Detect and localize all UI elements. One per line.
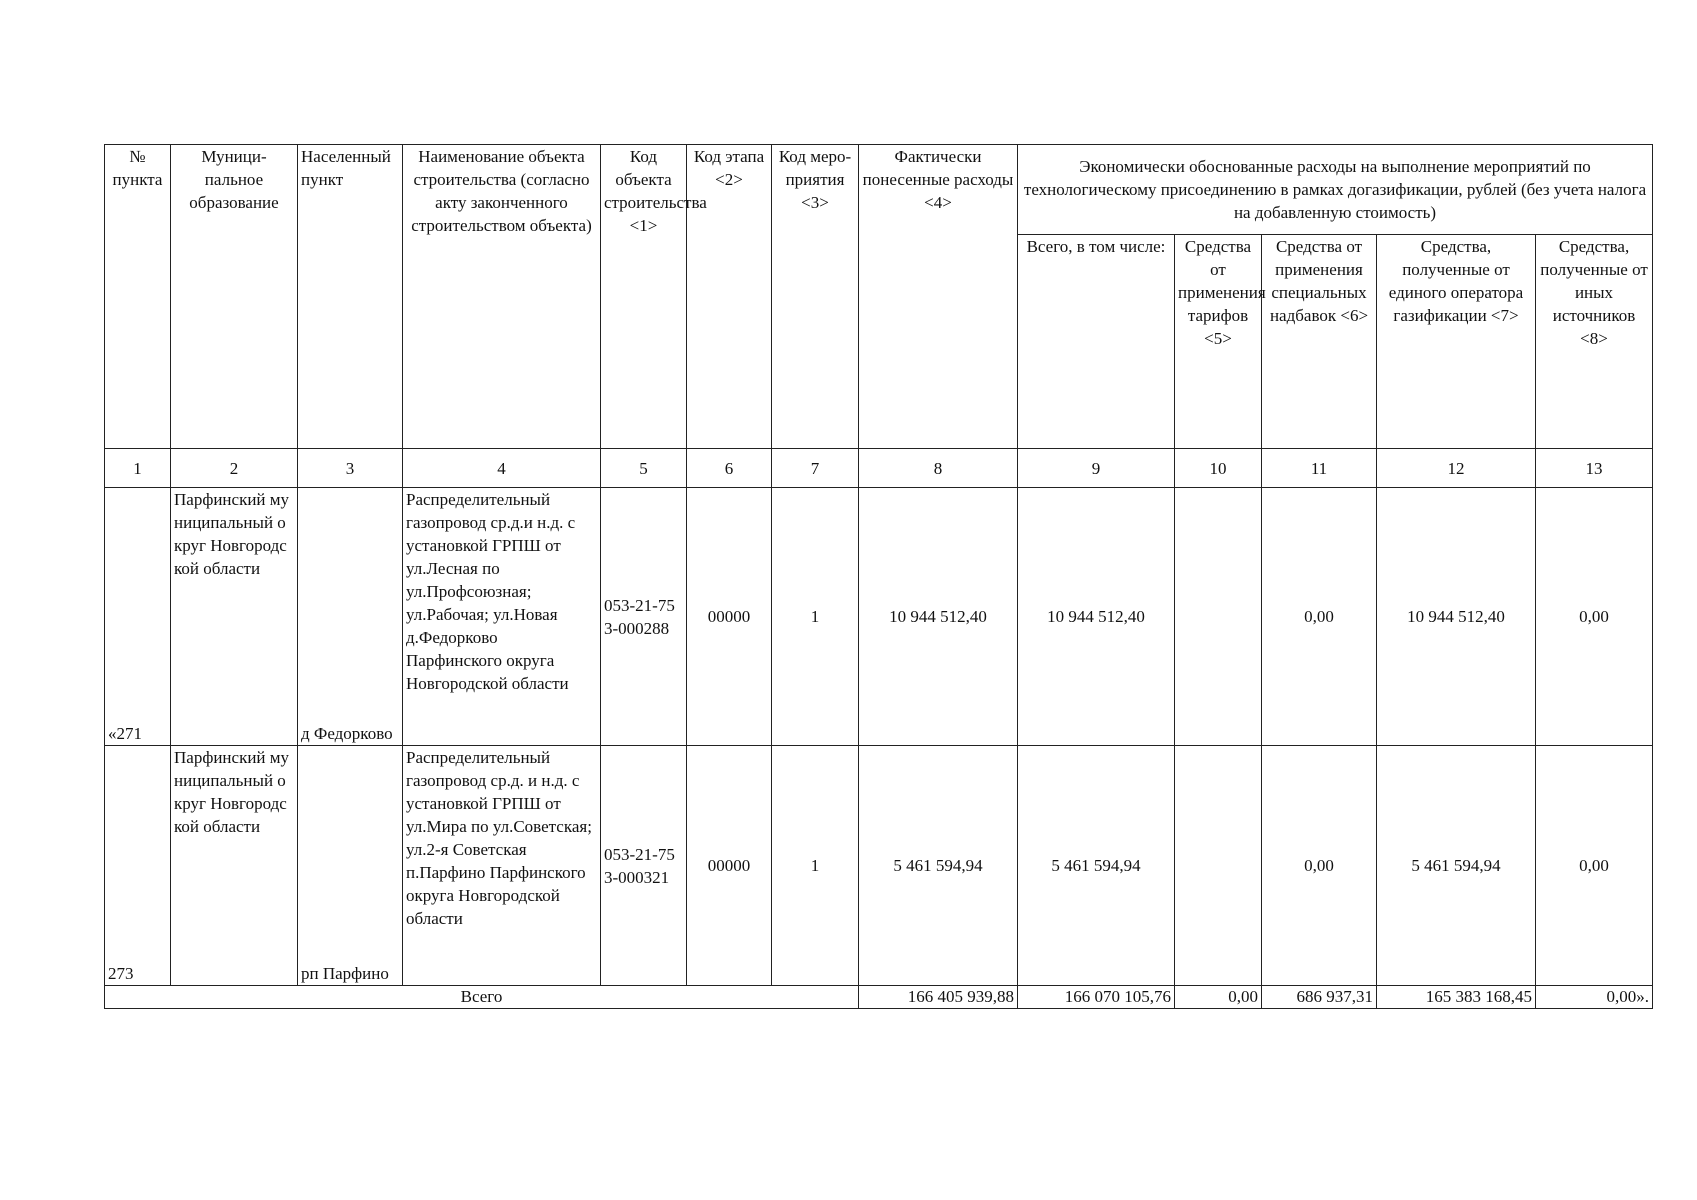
total-cell: 10 944 512,40 bbox=[1018, 488, 1175, 746]
totals-total: 166 070 105,76 bbox=[1018, 986, 1175, 1009]
column-number: 13 bbox=[1536, 449, 1653, 488]
totals-special: 686 937,31 bbox=[1262, 986, 1377, 1009]
stage-code-cell: 00000 bbox=[687, 746, 772, 986]
column-number: 11 bbox=[1262, 449, 1377, 488]
event-code-cell: 1 bbox=[772, 746, 859, 986]
tariffs-cell bbox=[1175, 746, 1262, 986]
header-event-code: Код меро-приятия <3> bbox=[772, 145, 859, 449]
total-cell: 5 461 594,94 bbox=[1018, 746, 1175, 986]
column-number: 2 bbox=[171, 449, 298, 488]
expenses-table bbox=[104, 144, 1653, 1009]
column-number: 1 bbox=[105, 449, 171, 488]
single-operator-cell: 10 944 512,40 bbox=[1377, 488, 1536, 746]
actual-expenses-cell: 10 944 512,40 bbox=[859, 488, 1018, 746]
column-number: 6 bbox=[687, 449, 772, 488]
object-code-cell: 053-21-753-000321 bbox=[601, 746, 687, 986]
header-single-operator: Средства, полученные от единого оператора газификации <7> bbox=[1377, 235, 1536, 449]
other-sources-cell: 0,00 bbox=[1536, 746, 1653, 986]
object-name-cell: Распределительный газопровод ср.д.и н.д. с установкой ГРПШ от ул.Лесная по ул.Профсоюзная; ул.Рабочая; ул.Новая д.Федорково Парфинского округа Новгородской области bbox=[403, 488, 601, 746]
column-number: 9 bbox=[1018, 449, 1175, 488]
municipality-cell: Парфинский муниципальный округ Новгородской области bbox=[171, 488, 298, 746]
column-number: 10 bbox=[1175, 449, 1262, 488]
header-settlement: Населенный пункт bbox=[298, 145, 403, 449]
totals-actual: 166 405 939,88 bbox=[859, 986, 1018, 1009]
other-sources-cell: 0,00 bbox=[1536, 488, 1653, 746]
header-tariffs: Средства от применения тарифов <5> bbox=[1175, 235, 1262, 449]
column-number: 7 bbox=[772, 449, 859, 488]
special-surcharges-cell: 0,00 bbox=[1262, 746, 1377, 986]
header-stage-code: Код этапа <2> bbox=[687, 145, 772, 449]
header-municipality: Муници-пальное образование bbox=[171, 145, 298, 449]
column-number: 8 bbox=[859, 449, 1018, 488]
column-number: 5 bbox=[601, 449, 687, 488]
table-row bbox=[105, 746, 1653, 986]
totals-tariffs: 0,00 bbox=[1175, 986, 1262, 1009]
header-special-surcharges: Средства от применения специальных надбавок <6> bbox=[1262, 235, 1377, 449]
special-surcharges-cell: 0,00 bbox=[1262, 488, 1377, 746]
municipality-cell: Парфинский муниципальный округ Новгородской области bbox=[171, 746, 298, 986]
header-item-number: № пункта bbox=[105, 145, 171, 449]
column-number: 12 bbox=[1377, 449, 1536, 488]
event-code-cell: 1 bbox=[772, 488, 859, 746]
settlement-cell: д Федорково bbox=[298, 488, 403, 746]
actual-expenses-cell: 5 461 594,94 bbox=[859, 746, 1018, 986]
totals-row bbox=[105, 986, 1653, 1009]
totals-operator: 165 383 168,45 bbox=[1377, 986, 1536, 1009]
header-group-expenses: Экономически обоснованные расходы на выполнение мероприятий по технологическому присоединению в рамках догазификации, рублей (без учета налога на добавленную стоимость) bbox=[1018, 145, 1653, 235]
single-operator-cell: 5 461 594,94 bbox=[1377, 746, 1536, 986]
tariffs-cell bbox=[1175, 488, 1262, 746]
column-number: 3 bbox=[298, 449, 403, 488]
header-other-sources: Средства, полученные от иных источников <8> bbox=[1536, 235, 1653, 449]
totals-label: Всего bbox=[105, 986, 859, 1009]
object-name-cell: Распределительный газопровод ср.д. и н.д. с установкой ГРПШ от ул.Мира по ул.Советская; ул.2-я Советская п.Парфино Парфинского округа Новгородской области bbox=[403, 746, 601, 986]
header-object-code: Код объекта строительства <1> bbox=[601, 145, 687, 449]
header-total-including: Всего, в том числе: bbox=[1018, 235, 1175, 449]
settlement-cell: рп Парфино bbox=[298, 746, 403, 986]
totals-other: 0,00». bbox=[1536, 986, 1653, 1009]
header-row bbox=[105, 145, 1653, 235]
column-number: 4 bbox=[403, 449, 601, 488]
column-number-row bbox=[105, 449, 1653, 488]
item-number: 273 bbox=[105, 746, 171, 986]
table-row bbox=[105, 488, 1653, 746]
header-actual-expenses: Фактически понесенные расходы <4> bbox=[859, 145, 1018, 449]
header-object-name: Наименование объекта строительства (согласно акту законченного строительством объекта) bbox=[403, 145, 601, 449]
item-number: «271 bbox=[105, 488, 171, 746]
object-code-cell: 053-21-753-000288 bbox=[601, 488, 687, 746]
stage-code-cell: 00000 bbox=[687, 488, 772, 746]
